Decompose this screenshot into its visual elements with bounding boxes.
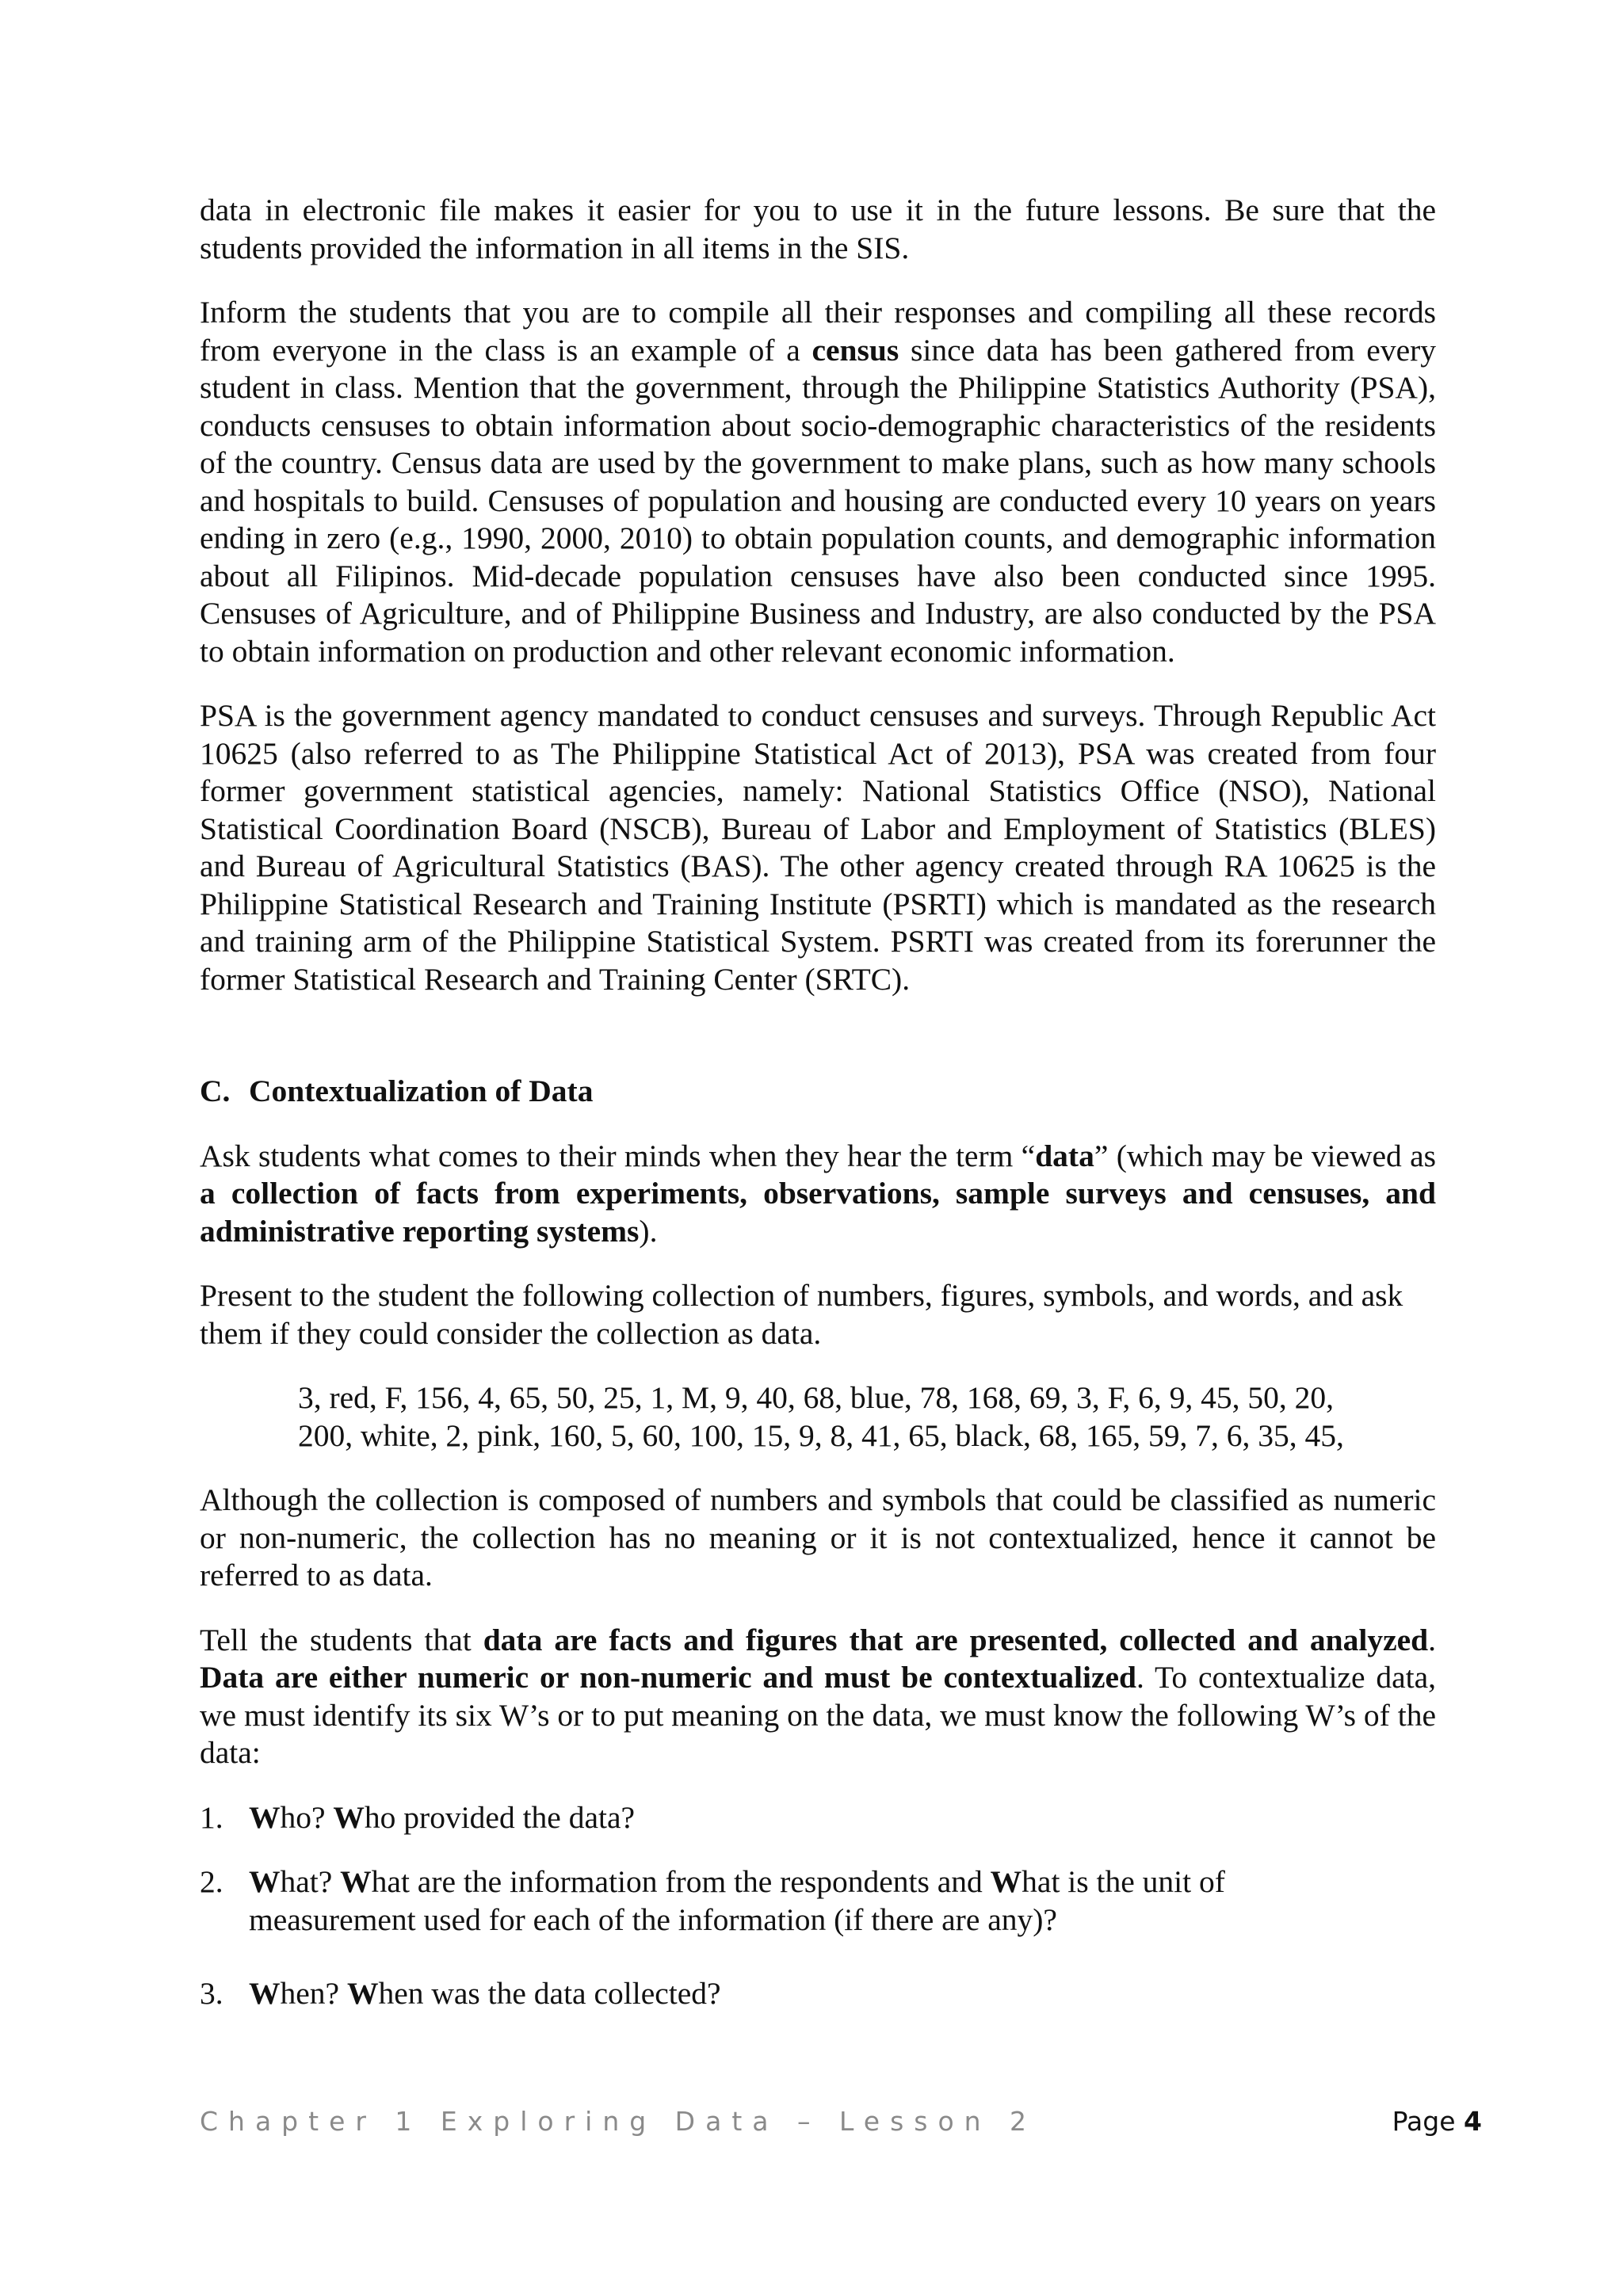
data-term-text-b: ” (which may be viewed as [1094, 1138, 1436, 1173]
sample-collection [298, 1379, 1436, 1455]
sample-collection-line-2: 200, white, 2, pink, 160, 5, 60, 100, 15, 9, 8, 41, 65, black, 68, 165, 59, 7, 6, 35, 45, [298, 1417, 1344, 1453]
w-letter: W [990, 1864, 1022, 1899]
data-term-text-c: ). [639, 1213, 658, 1249]
list-number: 3. [200, 1976, 223, 2011]
six-ws-text-a: Tell the students that [200, 1622, 483, 1657]
paragraph-collection: Present to the student the following collection of numbers, figures, symbols, and words, and ask them if they could consider the collection as data. [200, 1278, 1403, 1351]
list-text-part: hen was the data collected? [378, 1976, 721, 2011]
paragraph-psa: PSA is the government agency mandated to conduct censuses and surveys. Through Republic Act 10625 (also referred to as The Philippine Statistical Act of 2013), PSA was created from four former government statistical agencies, namely: National Statistics Office (NSO), National Statistical Coordination Board (NSCB), Bureau of Labor and Employment of Statistics (BLES) and Bureau of Agricultural Statistics (BAS). The other agency created through RA 10625 is the Philippine Statistical Research and Training Institute (PSRTI) which is mandated as the research and training arm of the Philippine Statistical System. PSRTI was created from its forerunner the former Statistical Research and Training Center (SRTC). [200, 698, 1436, 997]
census-text-b: since data has been gathered from every student in class. Mention that the government, through the Philippine Statistics Authority (PSA), conducts censuses to obtain information about socio-demographic characteristics of the residents of the country. Census data are used by the government to make plans, such as how many schools and hospitals to build. Censuses of population and housing are conducted every 10 years on years ending in zero (e.g., 1990, 2000, 2010) to obtain population counts, and demographic information about all Filipinos. Mid-decade population censuses have also been conducted since 1995. Censuses of Agriculture, and of Philippine Business and Industry, are also conducted by the PSA to obtain information on production and other relevant economic information. [200, 332, 1437, 669]
section-heading [200, 1073, 1436, 1111]
list-text-part: hat is the unit of [1022, 1864, 1225, 1899]
w-letter: W [249, 1976, 281, 2011]
list-text-part: ho? [280, 1799, 334, 1835]
sample-collection-line-1: 3, red, F, 156, 4, 65, 50, 25, 1, M, 9, 40, 68, blue, 78, 168, 69, 3, F, 6, 9, 45, 50, 20, [298, 1380, 1335, 1415]
w-letter: W [249, 1799, 281, 1835]
list-text-part: ho provided the data? [364, 1799, 636, 1835]
data-term-text-a: Ask students what comes to their minds when they hear the term “ [200, 1138, 1036, 1173]
list-text [249, 1863, 1436, 1939]
page-content [200, 192, 1436, 2040]
census-term: census [812, 332, 899, 368]
list-text-part: hat? [280, 1864, 341, 1899]
list-item-when [200, 1975, 1436, 2013]
section-title: Contextualization of Data [249, 1074, 594, 1108]
paragraph-data-term [200, 1138, 1436, 1251]
w-letter: W [333, 1799, 365, 1835]
list-text-part: measurement used for each of the information (if there are any)? [249, 1901, 1057, 1937]
list-number: 2. [200, 1864, 223, 1899]
list-text-part: hat are the information from the respondents and [371, 1864, 991, 1899]
list-item-what [200, 1863, 1436, 1939]
footer-page [1392, 2106, 1482, 2137]
list-text-part: hen? [280, 1976, 347, 2011]
w-letter: W [340, 1864, 372, 1899]
paragraph-census [200, 294, 1436, 670]
list-text [249, 1799, 1436, 1837]
data-term-bold: data [1035, 1138, 1094, 1173]
paragraph-six-ws [200, 1622, 1436, 1772]
page-label: Page [1392, 2106, 1456, 2137]
census-text-a: Inform the students that you are to compile all their responses and compiling all these records from everyone in the class is an example of a [200, 295, 1436, 368]
w-letter: W [249, 1864, 281, 1899]
page-number: 4 [1464, 2106, 1482, 2137]
w-letter: W [346, 1976, 379, 2011]
page-footer [200, 2106, 1482, 2145]
footer-chapter: Chapter 1 Exploring Data – Lesson 2 [200, 2106, 1037, 2137]
six-ws-text-c: . To contextualize data, we must identify its six W’s or to put meaning on the data, we must know the following W’s of the data: [200, 1660, 1436, 1770]
section-letter: C. [200, 1074, 231, 1108]
list-item-who [200, 1799, 1436, 1837]
list-text [249, 1975, 1436, 2013]
list-number: 1. [200, 1799, 223, 1835]
six-ws-text-b: . [1428, 1622, 1436, 1657]
paragraph-sis: data in electronic file makes it easier for you to use it in the future lessons. Be sure that the students provided the information in all items in the SIS. [200, 193, 1436, 265]
data-definition-bold: a collection of facts from experiments, observations, sample surveys and censuses, and administrative reporting systems [200, 1176, 1436, 1249]
six-ws-bold-2: Data are either numeric or non-numeric and must be contextualized [200, 1660, 1137, 1695]
six-ws-bold-1: data are facts and figures that are presented, collected and analyzed [483, 1622, 1429, 1657]
paragraph-not-contextualized: Although the collection is composed of numbers and symbols that could be classified as numeric or non-numeric, the collection has no meaning or it is not contextualized, hence it cannot be referred to as data. [200, 1482, 1436, 1592]
